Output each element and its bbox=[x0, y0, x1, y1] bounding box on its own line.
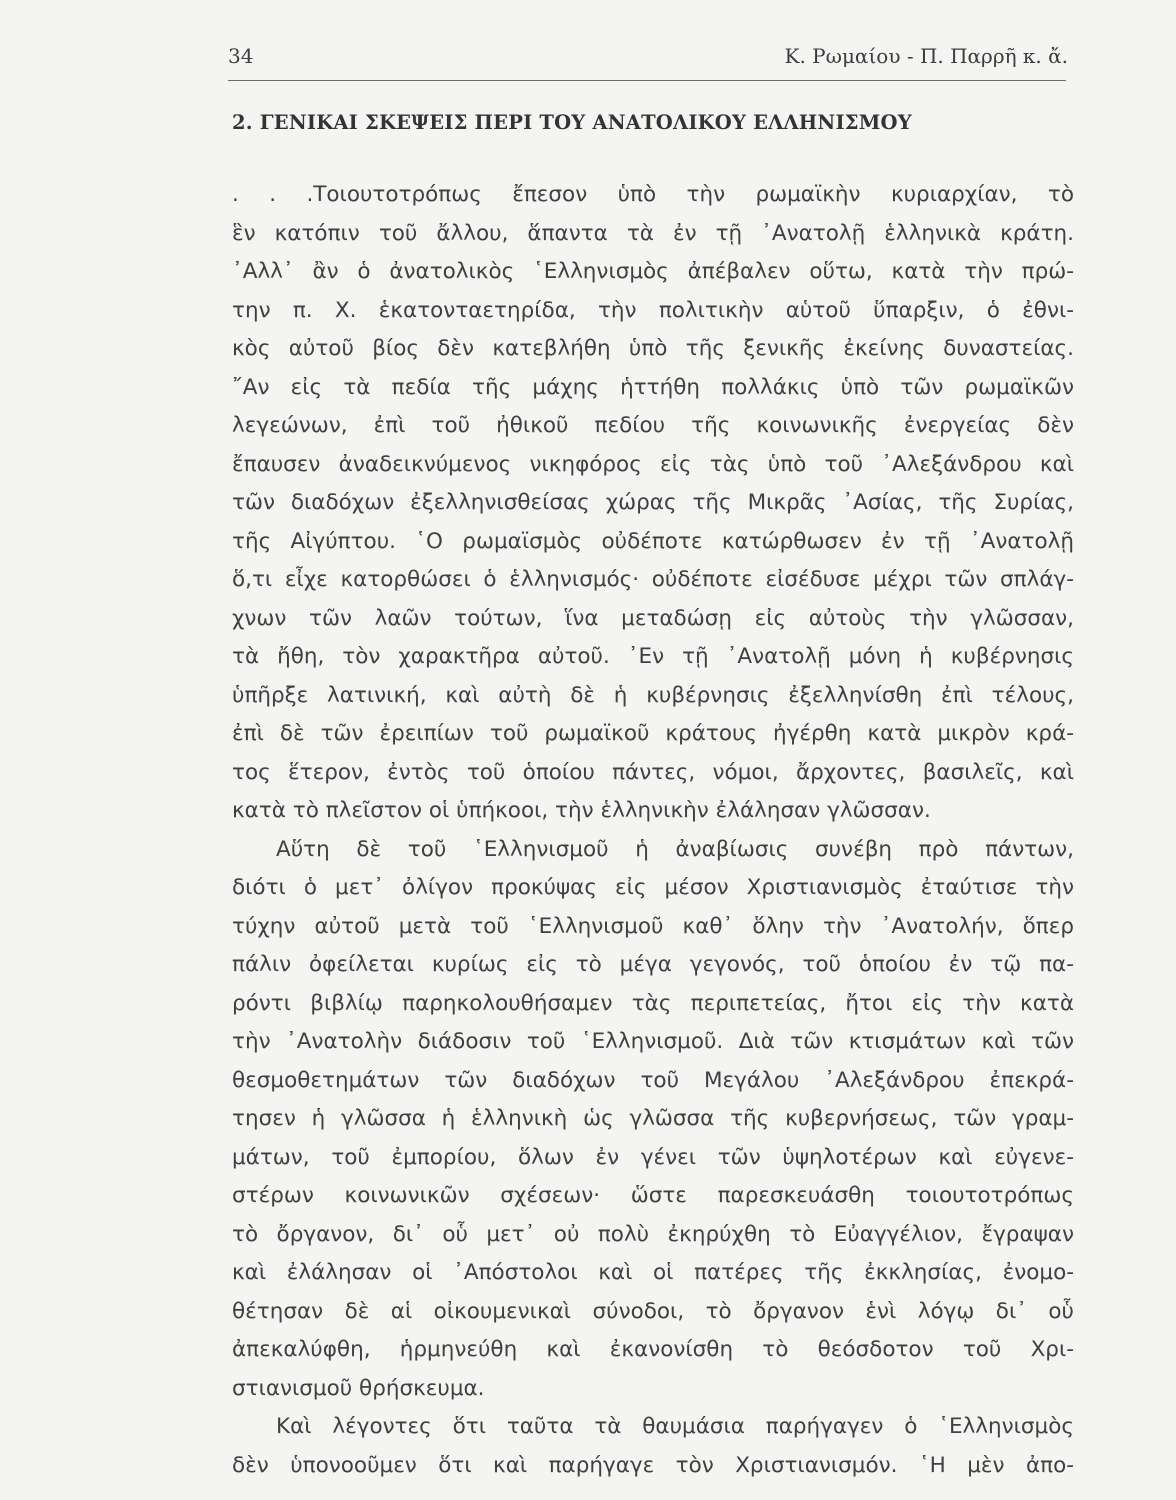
running-title: Κ. Ρωμαίου - Π. Παρρῆ κ. ἄ. bbox=[784, 44, 1068, 68]
text-line: ἀπεκαλύφθη, ἡρμηνεύθη καὶ ἐκανονίσθη τὸ θεόσδοτον τοῦ Χρι- bbox=[232, 1337, 1074, 1362]
text-line: . . .Τοιουτοτρόπως ἔπεσον ὑπὸ τὴν ρωμαϊκὴν κυριαρχίαν, τὸ bbox=[232, 182, 1074, 207]
text-line: θεσμοθετημάτων τῶν διαδόχων τοῦ Μεγάλου ᾿Αλεξάνδρου ἐπεκρά- bbox=[232, 1067, 1074, 1093]
text-line: ρόντι βιβλίῳ παρηκολουθήσαμεν τὰς περιπετείας, ἤτοι εἰς τὴν κατὰ bbox=[232, 990, 1074, 1016]
text-line: στέρων κοινωνικῶν σχέσεων· ὥστε παρεσκευάσθη τοιουτοτρόπως bbox=[232, 1183, 1074, 1208]
text-line: τησεν ἡ γλῶσσα ἡ ἑλληνικὴ ὡς γλῶσσα τῆς κυβερνήσεως, τῶν γραμ- bbox=[232, 1106, 1074, 1131]
text-line: πάλιν ὀφείλεται κυρίως εἰς τὸ μέγα γεγονός, τοῦ ὁποίου ἐν τῷ πα- bbox=[232, 952, 1074, 977]
text-line: ὅ,τι εἶχε κατορθώσει ὁ ἑλληνισμός· οὐδέποτε εἰσέδυσε μέχρι τῶν σπλάγ- bbox=[232, 567, 1074, 592]
text-line: ἓν κατόπιν τοῦ ἄλλου, ἅπαντα τὰ ἐν τῇ ᾿Ανατολῇ ἑλληνικὰ κράτη. bbox=[232, 220, 1074, 246]
text-line: τὸ ὄργανον, δι᾿ οὗ μετ᾿ οὐ πολὺ ἐκηρύχθη τὸ Εὐαγγέλιον, ἔγραψαν bbox=[232, 1221, 1074, 1247]
text-line: ῎Αν εἰς τὰ πεδία τῆς μάχης ἡττήθη πολλάκις ὑπὸ τῶν ρωμαϊκῶν bbox=[232, 374, 1074, 400]
section-heading: 2. ΓΕΝΙΚΑΙ ΣΚΕΨΕΙΣ ΠΕΡΙ ΤΟΥ ΑΝΑΤΟΛΙΚΟΥ ΕΛΛΗΝΙΣΜΟΥ bbox=[232, 111, 912, 134]
text-line: Καὶ λέγοντες ὅτι ταῦτα τὰ θαυμάσια παρήγαγεν ὁ ῾Ελληνισμὸς bbox=[276, 1414, 1074, 1439]
text-line: τῶν διαδόχων ἐξελληνισθείσας χώρας τῆς Μικρᾶς ᾿Ασίας, τῆς Συρίας, bbox=[232, 490, 1074, 515]
text-line: λεγεώνων, ἐπὶ τοῦ ἠθικοῦ πεδίου τῆς κοινωνικῆς ἐνεργείας δὲν bbox=[232, 413, 1074, 438]
text-line: τὴν ᾿Ανατολὴν διάδοσιν τοῦ ῾Ελληνισμοῦ. Διὰ τῶν κτισμάτων καὶ τῶν bbox=[232, 1029, 1074, 1054]
text-line: ἐπὶ δὲ τῶν ἐρειπίων τοῦ ρωμαϊκοῦ κράτους ἠγέρθη κατὰ μικρὸν κρά- bbox=[232, 721, 1074, 746]
text-line: κατὰ τὸ πλεῖστον οἱ ὑπήκοοι, τὴν ἑλληνικὴν ἐλάλησαν γλῶσσαν. bbox=[232, 798, 931, 823]
text-line: τύχην αὐτοῦ μετὰ τοῦ ῾Ελληνισμοῦ καθ᾿ ὅλην τὴν ᾿Ανατολήν, ὅπερ bbox=[232, 913, 1074, 939]
text-line: μάτων, τοῦ ἐμπορίου, ὅλων ἐν γένει τῶν ὑψηλοτέρων καὶ εὐγενε- bbox=[232, 1144, 1074, 1170]
text-line: διότι ὁ μετ᾿ ὀλίγον προκύψας εἰς μέσον Χριστιανισμὸς ἐταύτισε τὴν bbox=[232, 875, 1074, 900]
text-line: τος ἕτερον, ἐντὸς τοῦ ὁποίου πάντες, νόμοι, ἄρχοντες, βασιλεῖς, καὶ bbox=[232, 759, 1074, 785]
text-line: χνων τῶν λαῶν τούτων, ἵνα μεταδώσῃ εἰς αὐτοὺς τὴν γλῶσσαν, bbox=[232, 605, 1074, 631]
text-line: τῆς Αἰγύπτου. ῾Ο ρωμαϊσμὸς οὐδέποτε κατώρθωσεν ἐν τῇ ᾿Ανατολῇ bbox=[232, 528, 1074, 554]
body-text bbox=[232, 176, 1074, 1485]
text-line: κὸς αὐτοῦ βίος δὲν κατεβλήθη ὑπὸ τῆς ξενικῆς ἐκείνης δυναστείας. bbox=[232, 336, 1074, 361]
text-line: στιανισμοῦ θρήσκευμα. bbox=[232, 1375, 485, 1401]
header-rule bbox=[228, 80, 1066, 81]
text-line: ᾿Αλλ᾿ ἂν ὁ ἀνατολικὸς ῾Ελληνισμὸς ἀπέβαλεν οὕτω, κατὰ τὴν πρώ- bbox=[232, 259, 1074, 284]
text-line: την π. Χ. ἑκατονταετηρίδα, τὴν πολιτικὴν αὑτοῦ ὕπαρξιν, ὁ ἐθνι- bbox=[232, 297, 1074, 323]
text-line: ἔπαυσεν ἀναδεικνύμενος νικηφόρος εἰς τὰς ὑπὸ τοῦ ᾿Αλεξάνδρου καὶ bbox=[232, 451, 1074, 477]
text-line: τὰ ἤθη, τὸν χαρακτῆρα αὐτοῦ. ᾿Εν τῇ ᾿Ανατολῇ μόνη ἡ κυβέρνησις bbox=[232, 644, 1074, 669]
page-number: 34 bbox=[228, 44, 254, 68]
text-line: ὑπῆρξε λατινική, καὶ αὐτὴ δὲ ἡ κυβέρνησις ἐξελληνίσθη ἐπὶ τέλους, bbox=[232, 682, 1074, 708]
text-line: Αὕτη δὲ τοῦ ῾Ελληνισμοῦ ἡ ἀναβίωσις συνέβη πρὸ πάντων, bbox=[276, 836, 1074, 862]
text-line: θέτησαν δὲ αἱ οἰκουμενικαὶ σύνοδοι, τὸ ὄργανον ἑνὶ λόγῳ δι᾿ οὗ bbox=[232, 1298, 1074, 1324]
running-head bbox=[228, 44, 1068, 76]
text-line: δὲν ὑπονοοῦμεν ὅτι καὶ παρήγαγε τὸν Χριστιανισμόν. ῾Η μὲν ἀπο- bbox=[232, 1452, 1074, 1478]
text-line: καὶ ἐλάλησαν οἱ ᾿Απόστολοι καὶ οἱ πατέρες τῆς ἐκκλησίας, ἐνομο- bbox=[232, 1260, 1074, 1285]
